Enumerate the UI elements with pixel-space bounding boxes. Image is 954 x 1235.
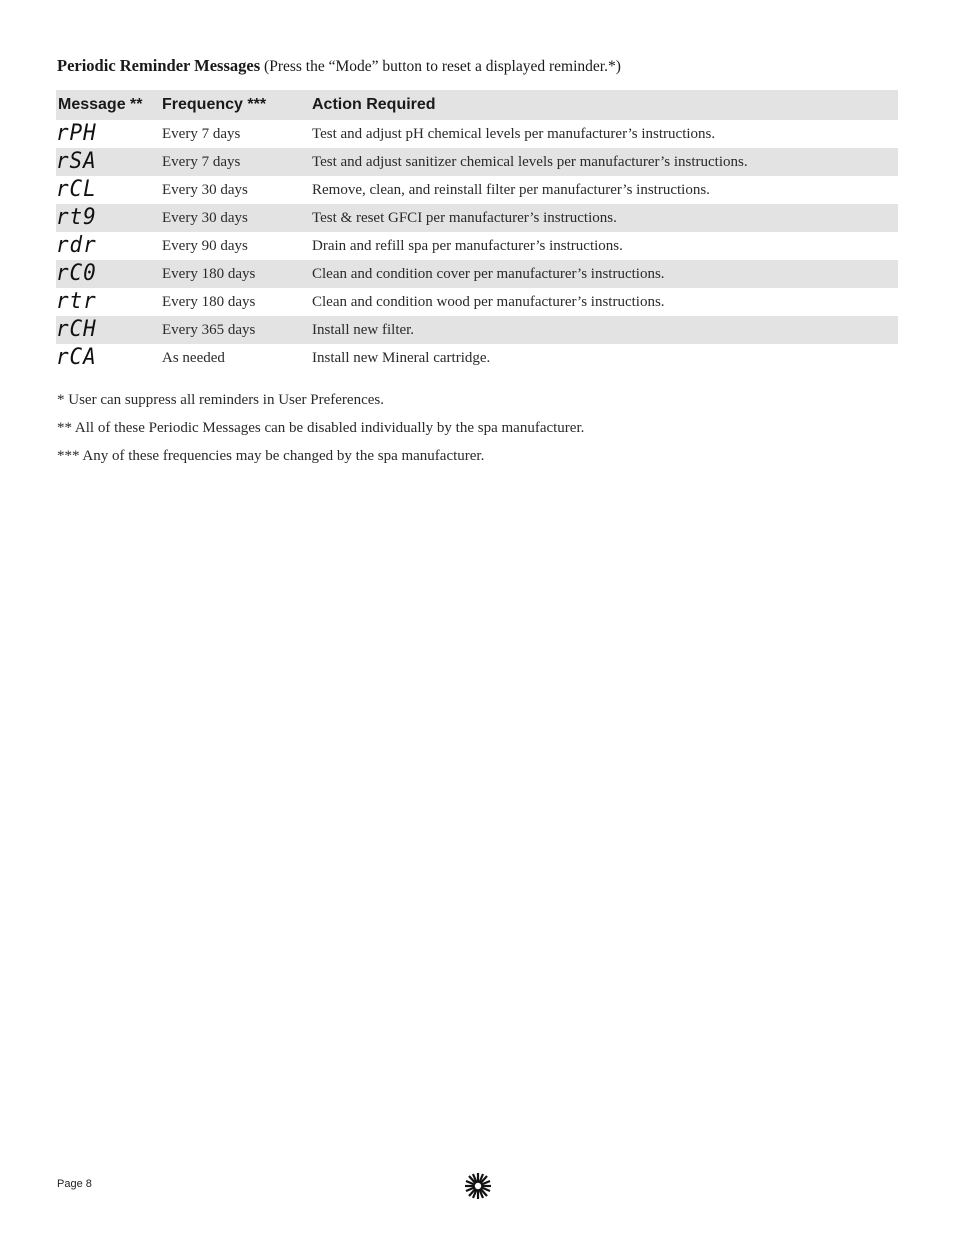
frequency-cell: Every 7 days <box>162 125 241 142</box>
table-row <box>56 232 898 260</box>
action-cell: Test & reset GFCI per manufacturer’s instructions. <box>312 204 898 232</box>
frequency-cell: Every 180 days <box>162 260 312 288</box>
column-header-action: Action Required <box>312 90 898 120</box>
reminder-table <box>56 90 898 372</box>
lcd-message-code: rdr <box>56 233 97 258</box>
footnotes <box>57 392 584 476</box>
lcd-message-code: rCA <box>56 345 97 370</box>
table-row <box>56 176 898 204</box>
table-row <box>56 260 898 288</box>
lcd-message-code: rC0 <box>56 261 97 286</box>
starburst-logo-icon <box>464 1172 492 1200</box>
footnote: * User can suppress all reminders in User Preferences. <box>57 392 384 408</box>
action-cell: Clean and condition cover per manufacturer’s instructions. <box>312 260 898 288</box>
table-row <box>56 288 898 316</box>
table-header-row <box>56 90 898 120</box>
frequency-cell: As needed <box>162 349 225 366</box>
footnote: *** Any of these frequencies may be changed by the spa manufacturer. <box>57 448 485 464</box>
lcd-message-code: rtr <box>56 289 97 314</box>
section-title-bold: Periodic Reminder Messages <box>57 56 261 75</box>
frequency-cell: Every 7 days <box>162 148 312 176</box>
frequency-cell: Every 90 days <box>162 237 248 254</box>
action-cell: Remove, clean, and reinstall filter per manufacturer’s instructions. <box>312 181 710 198</box>
frequency-cell: Every 180 days <box>162 293 256 310</box>
table-row <box>56 204 898 232</box>
lcd-message-code: rSA <box>56 149 97 174</box>
frequency-cell: Every 30 days <box>162 181 248 198</box>
table-row <box>56 148 898 176</box>
footnote: ** All of these Periodic Messages can be disabled individually by the spa manufacturer. <box>57 420 585 436</box>
lcd-message-code: rCL <box>56 177 97 202</box>
section-title-note: (Press the “Mode” button to reset a displayed reminder.*) <box>260 58 621 75</box>
table-row <box>56 344 898 372</box>
frequency-cell: Every 365 days <box>162 316 312 344</box>
table-row <box>56 316 898 344</box>
action-cell: Test and adjust pH chemical levels per manufacturer’s instructions. <box>312 125 716 142</box>
column-header-message: Message ** <box>56 90 162 120</box>
action-cell: Install new filter. <box>312 316 898 344</box>
lcd-message-code: rt9 <box>56 205 97 230</box>
table-row <box>56 120 898 148</box>
section-title <box>57 56 621 76</box>
column-header-frequency: Frequency *** <box>162 90 312 120</box>
frequency-cell: Every 30 days <box>162 204 312 232</box>
lcd-message-code: rCH <box>56 317 97 342</box>
action-cell: Drain and refill spa per manufacturer’s instructions. <box>312 237 623 254</box>
page-number: Page 8 <box>57 1178 92 1190</box>
action-cell: Clean and condition wood per manufacturer’s instructions. <box>312 293 665 310</box>
action-cell: Install new Mineral cartridge. <box>312 349 491 366</box>
action-cell: Test and adjust sanitizer chemical levels per manufacturer’s instructions. <box>312 148 898 176</box>
lcd-message-code: rPH <box>56 121 97 146</box>
